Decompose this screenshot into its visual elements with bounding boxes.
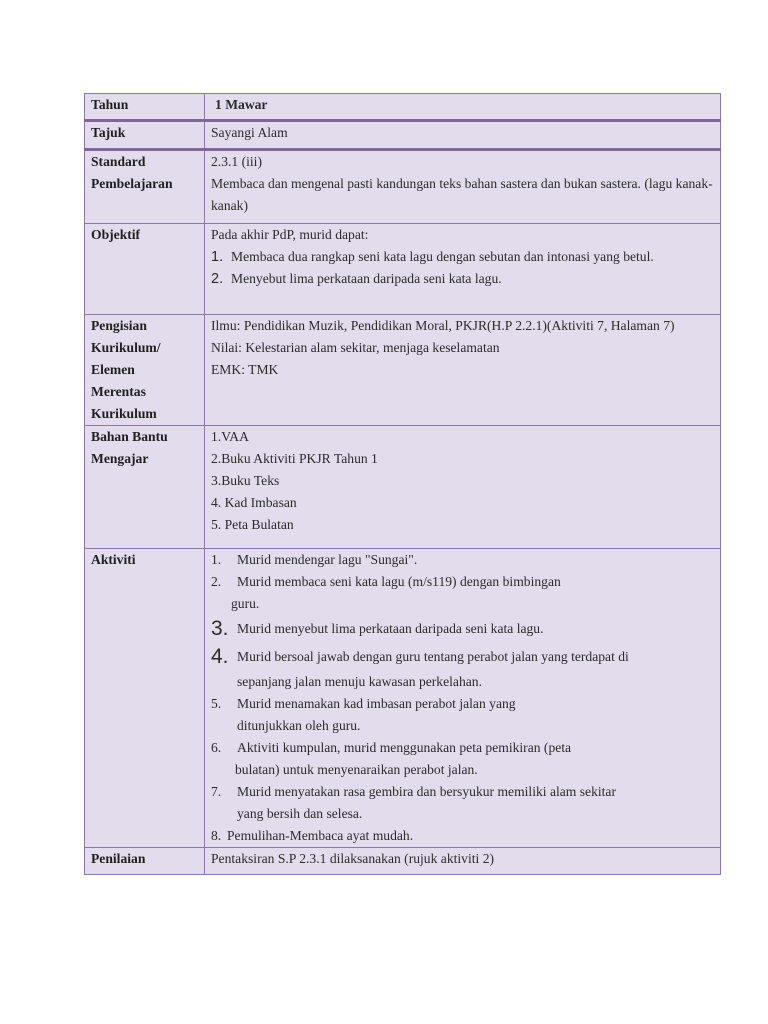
label-bahan <box>85 426 205 549</box>
label-penilaian: Penilaian <box>85 848 205 875</box>
label-bahan-line-1: Bahan Bantu <box>91 429 168 444</box>
list-item <box>211 549 715 571</box>
aktiviti-num-8: 8. <box>211 828 222 843</box>
bahan-item-4: 4. Kad Imbasan <box>211 495 297 510</box>
aktiviti-text-wrap-6 <box>237 737 715 781</box>
list-item <box>211 693 715 737</box>
list-item <box>211 268 715 290</box>
row-standard <box>85 150 721 224</box>
label-pengisian-line-3: Elemen <box>91 362 135 377</box>
list-item <box>211 615 715 643</box>
aktiviti-cont-5: ditunjukkan oleh guru. <box>237 718 361 733</box>
list-item <box>211 737 715 781</box>
aktiviti-text-wrap-7 <box>237 781 715 825</box>
bahan-item-1: 1.VAA <box>211 429 249 444</box>
value-penilaian: Pentaksiran S.P 2.3.1 dilaksanakan (rujuk aktiviti 2) <box>205 848 721 875</box>
aktiviti-num-4: 4. <box>211 645 229 668</box>
label-pengisian-line-2: Kurikulum/ <box>91 340 161 355</box>
objektif-text-2: Menyebut lima perkataan daripada seni kata lagu. <box>231 271 502 286</box>
aktiviti-cont-2: guru. <box>231 596 260 611</box>
aktiviti-text-5: Murid menamakan kad imbasan perabot jalan yang <box>237 696 516 711</box>
standard-description: Membaca dan mengenal pasti kandungan teks bahan sastera dan bukan sastera. (lagu kanak-kanak) <box>211 176 713 213</box>
aktiviti-text-wrap-4 <box>237 643 715 693</box>
standard-code: 2.3.1 (iii) <box>211 154 262 169</box>
aktiviti-text-4: Murid bersoal jawab dengan guru tentang perabot jalan yang terdapat di <box>237 649 629 664</box>
aktiviti-text-3: Murid menyebut lima perkataan daripada seni kata lagu. <box>237 621 544 636</box>
aktiviti-num-2: 2. <box>211 574 222 589</box>
value-objektif <box>205 224 721 315</box>
aktiviti-cont-6: bulatan) untuk menyenaraikan perabot jalan. <box>235 762 478 777</box>
label-aktiviti: Aktiviti <box>85 549 205 848</box>
objektif-num-1: 1. <box>211 249 224 265</box>
value-standard <box>205 150 721 224</box>
label-objektif: Objektif <box>85 224 205 315</box>
value-tahun <box>205 94 721 121</box>
value-aktiviti <box>205 549 721 848</box>
row-bahan <box>85 426 721 549</box>
lesson-plan-table <box>84 93 721 875</box>
value-bahan <box>205 426 721 549</box>
aktiviti-num-7: 7. <box>211 784 222 799</box>
aktiviti-text-2: Murid membaca seni kata lagu (m/s119) dengan bimbingan <box>237 574 561 589</box>
list-item <box>211 246 715 268</box>
objektif-text-1: Membaca dua rangkap seni kata lagu dengan sebutan dan intonasi yang betul. <box>231 249 654 264</box>
objektif-intro: Pada akhir PdP, murid dapat: <box>211 227 369 242</box>
aktiviti-text-wrap-2 <box>231 571 715 615</box>
label-pengisian-line-1: Pengisian <box>91 318 147 333</box>
row-tajuk <box>85 121 721 150</box>
list-item <box>211 643 715 693</box>
aktiviti-text-8: Pemulihan-Membaca ayat mudah. <box>227 828 414 843</box>
bahan-item-3: 3.Buku Teks <box>211 473 280 488</box>
label-bahan-line-2: Mengajar <box>91 451 149 466</box>
row-tahun <box>85 94 721 121</box>
list-item <box>211 781 715 825</box>
label-standard-line-1: Standard <box>91 154 146 169</box>
pengisian-emk: EMK: TMK <box>211 362 279 377</box>
aktiviti-num-5: 5. <box>211 696 222 711</box>
aktiviti-cont-4: sepanjang jalan menuju kawasan perkelahan. <box>237 674 482 689</box>
list-item <box>211 571 715 615</box>
pengisian-ilmu: Ilmu: Pendidikan Muzik, Pendidikan Moral, PKJR(H.P 2.2.1)(Aktiviti 7, Halaman 7) <box>211 318 675 333</box>
aktiviti-text-6: Aktiviti kumpulan, murid menggunakan peta pemikiran (peta <box>237 740 572 755</box>
aktiviti-text-wrap-5 <box>237 693 715 737</box>
label-standard-line-2: Pembelajaran <box>91 176 173 191</box>
label-pengisian-line-4: Merentas <box>91 384 146 399</box>
value-pengisian <box>205 315 721 426</box>
objektif-list <box>211 246 715 290</box>
label-pengisian <box>85 315 205 426</box>
bahan-item-2: 2.Buku Aktiviti PKJR Tahun 1 <box>211 451 378 466</box>
row-aktiviti <box>85 549 721 848</box>
label-pengisian-line-5: Kurikulum <box>91 406 157 421</box>
aktiviti-num-3: 3. <box>211 617 229 640</box>
value-tajuk: Sayangi Alam <box>205 121 721 150</box>
bahan-item-5: 5. Peta Bulatan <box>211 517 294 532</box>
label-standard <box>85 150 205 224</box>
aktiviti-text-1: Murid mendengar lagu "Sungai". <box>237 552 418 567</box>
objektif-num-2: 2. <box>211 271 224 287</box>
row-penilaian <box>85 848 721 875</box>
aktiviti-num-1: 1. <box>211 552 222 567</box>
label-tajuk: Tajuk <box>85 121 205 150</box>
row-objektif <box>85 224 721 315</box>
tahun-value-text: 1 Mawar <box>215 97 268 112</box>
aktiviti-cont-7: yang bersih dan selesa. <box>237 806 363 821</box>
aktiviti-num-6: 6. <box>211 740 222 755</box>
row-pengisian <box>85 315 721 426</box>
pengisian-nilai: Nilai: Kelestarian alam sekitar, menjaga keselamatan <box>211 340 500 355</box>
list-item <box>211 825 715 847</box>
aktiviti-list <box>211 549 715 847</box>
aktiviti-text-7: Murid menyatakan rasa gembira dan bersyukur memiliki alam sekitar <box>237 784 616 799</box>
label-tahun: Tahun <box>85 94 205 121</box>
